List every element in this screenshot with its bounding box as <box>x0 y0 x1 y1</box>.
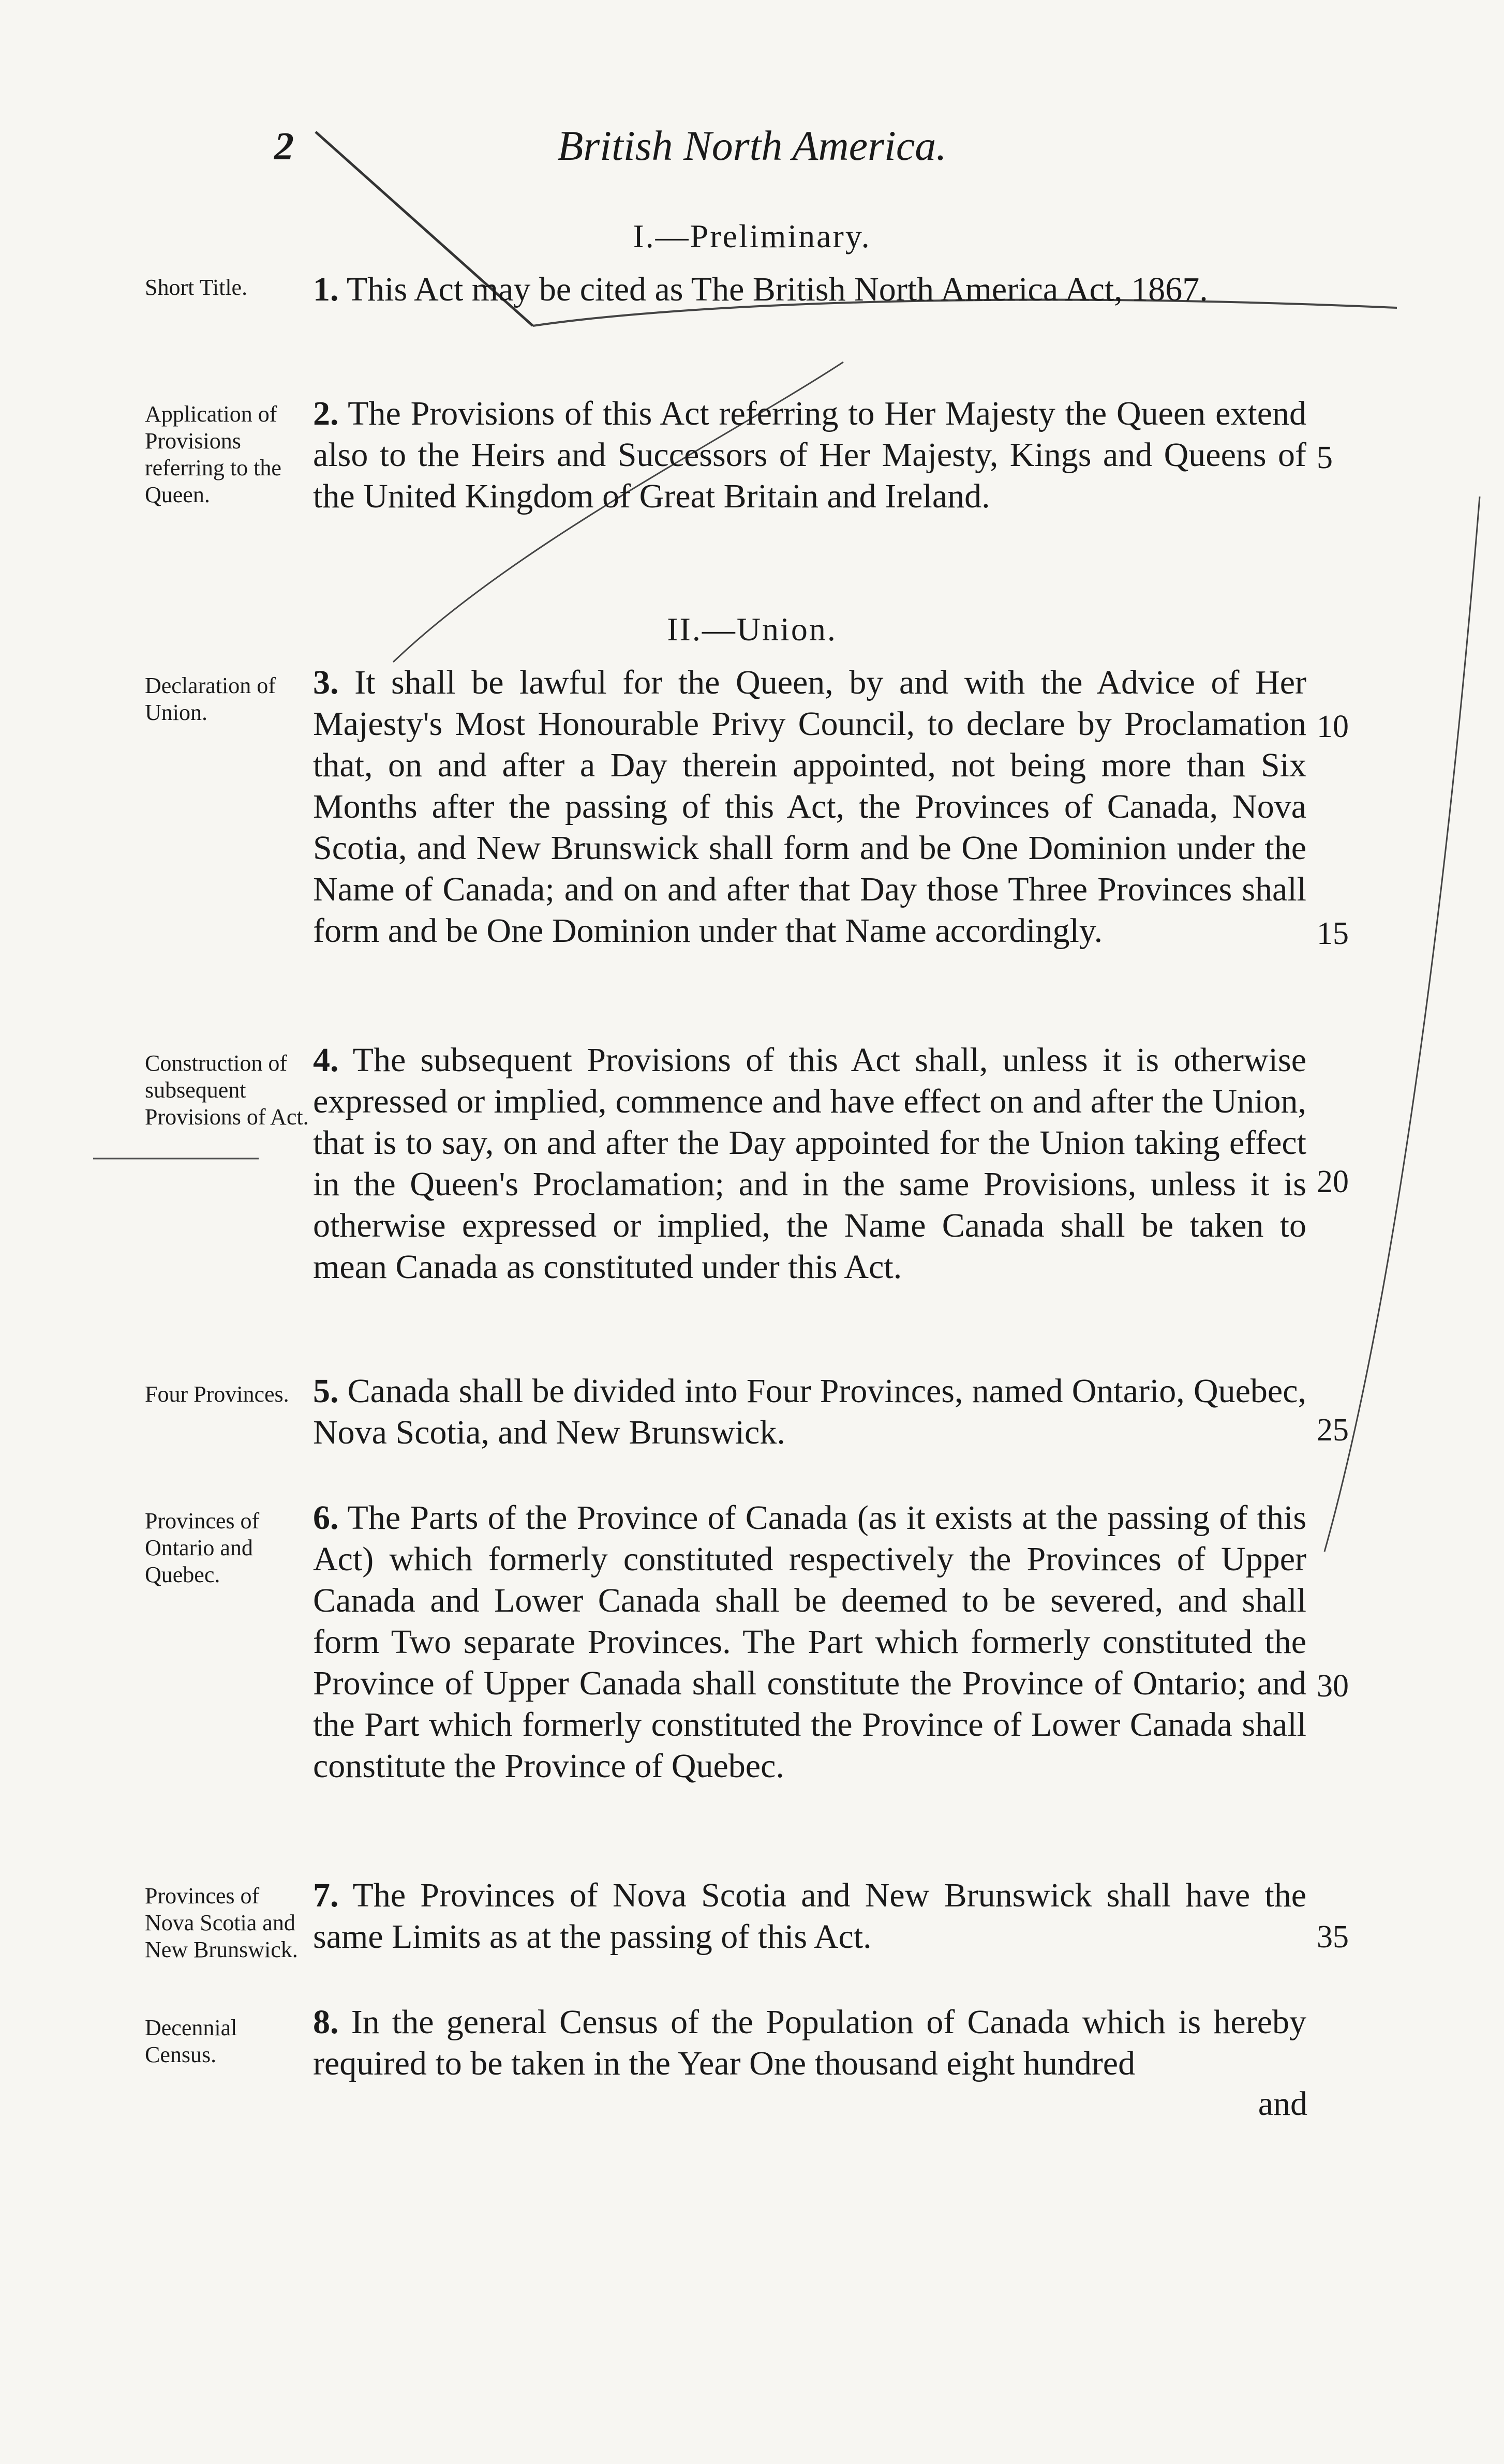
line-number: 20 <box>1317 1164 1349 1199</box>
line-number: 30 <box>1317 1669 1349 1704</box>
side-note: Provinces of Ontario and Quebec. <box>145 1508 260 1587</box>
side-note: Construction of subsequent Provisions of Act. <box>145 1050 309 1130</box>
section-text: Canada shall be divided into Four Provinces, named Ontario, Quebec, Nova Scotia, and New Brunswick. <box>313 1372 1306 1451</box>
section-7 <box>313 1875 1306 1958</box>
line-number: 5 <box>1317 440 1333 475</box>
section-text: The Provisions of this Act referring to Her Majesty the Queen extend also to the Heirs and Successors of Her Majesty, Kings and Queens of the United Kingdom of Great Britain and Ireland. <box>313 395 1307 515</box>
side-note: Short Title. <box>145 275 248 300</box>
line-number: 10 <box>1317 709 1349 744</box>
section-number: 2. <box>313 395 339 432</box>
line-number: 25 <box>1317 1413 1349 1448</box>
section-text: In the general Census of the Population of Canada which is hereby required to be taken in the Year One thousand eight hundred <box>313 2003 1306 2082</box>
section-2 <box>313 393 1306 517</box>
section-6 <box>313 1497 1306 1787</box>
section-number: 5. <box>313 1372 339 1410</box>
line-number: 15 <box>1317 916 1349 951</box>
line-number: 35 <box>1317 1919 1349 1955</box>
side-note: Application of Provisions referring to the Queen. <box>145 401 281 507</box>
side-note: Four Provinces. <box>145 1381 289 1407</box>
section-number: 6. <box>313 1499 339 1537</box>
section-number: 1. <box>313 271 339 308</box>
running-title: British North America. <box>557 122 947 169</box>
section-3 <box>313 662 1306 952</box>
section-text: It shall be lawful for the Queen, by and with the Advice of Her Majesty's Most Honourable Privy Council, to declare by Proclamation that, on and after a Day therein appointed, not being more than Six Months after the passing of this Act, the Provinces of Canada, Nova Scotia, and New Brunswick shall form and be One Dominion under the Name of Canada; and on and after that Day those Three Provinces shall form and be One Dominion under that Name accordingly. <box>313 664 1306 950</box>
ink-stroke <box>1324 497 1480 1552</box>
section-number: 7. <box>313 1876 339 1914</box>
section-text: This Act may be cited as The British North America Act, 1867. <box>346 271 1208 308</box>
catchword: and <box>1258 2085 1307 2123</box>
page-number: 2 <box>274 125 294 168</box>
section-text: The Provinces of Nova Scotia and New Brunswick shall have the same Limits as at the passing of this Act. <box>313 1876 1306 1956</box>
section-4 <box>313 1040 1306 1288</box>
part-heading: I.—Preliminary. <box>633 218 871 254</box>
section-number: 3. <box>313 664 339 701</box>
side-note: Declaration of Union. <box>145 673 276 725</box>
side-note: Decennial Census. <box>145 2015 237 2067</box>
part-heading: II.—Union. <box>667 611 837 648</box>
section-number: 8. <box>313 2003 339 2041</box>
section-number: 4. <box>313 1041 339 1079</box>
section-8 <box>313 2002 1306 2084</box>
section-5 <box>313 1371 1306 1453</box>
section-text: The Parts of the Province of Canada (as it exists at the passing of this Act) which formerly constituted respectively the Provinces of Upper Canada and Lower Canada shall be deemed to be severed, and shall form Two separate Provinces. The Part which formerly constituted the Province of Upper Canada shall constitute the Province of Ontario; and the Part which formerly constituted the Province of Lower Canada shall constitute the Province of Quebec. <box>313 1499 1307 1785</box>
section-text: The subsequent Provisions of this Act shall, unless it is otherwise expressed or implied, commence and have effect on and after the Union, that is to say, on and after the Day appointed for the Union taking effect in the Queen's Proclamation; and in the same Provisions, unless it is otherwise expressed or implied, the Name Canada shall be taken to mean Canada as constituted under this Act. <box>313 1041 1306 1286</box>
section-1 <box>313 269 1306 310</box>
side-note: Provinces of Nova Scotia and New Brunswick. <box>145 1883 298 1962</box>
